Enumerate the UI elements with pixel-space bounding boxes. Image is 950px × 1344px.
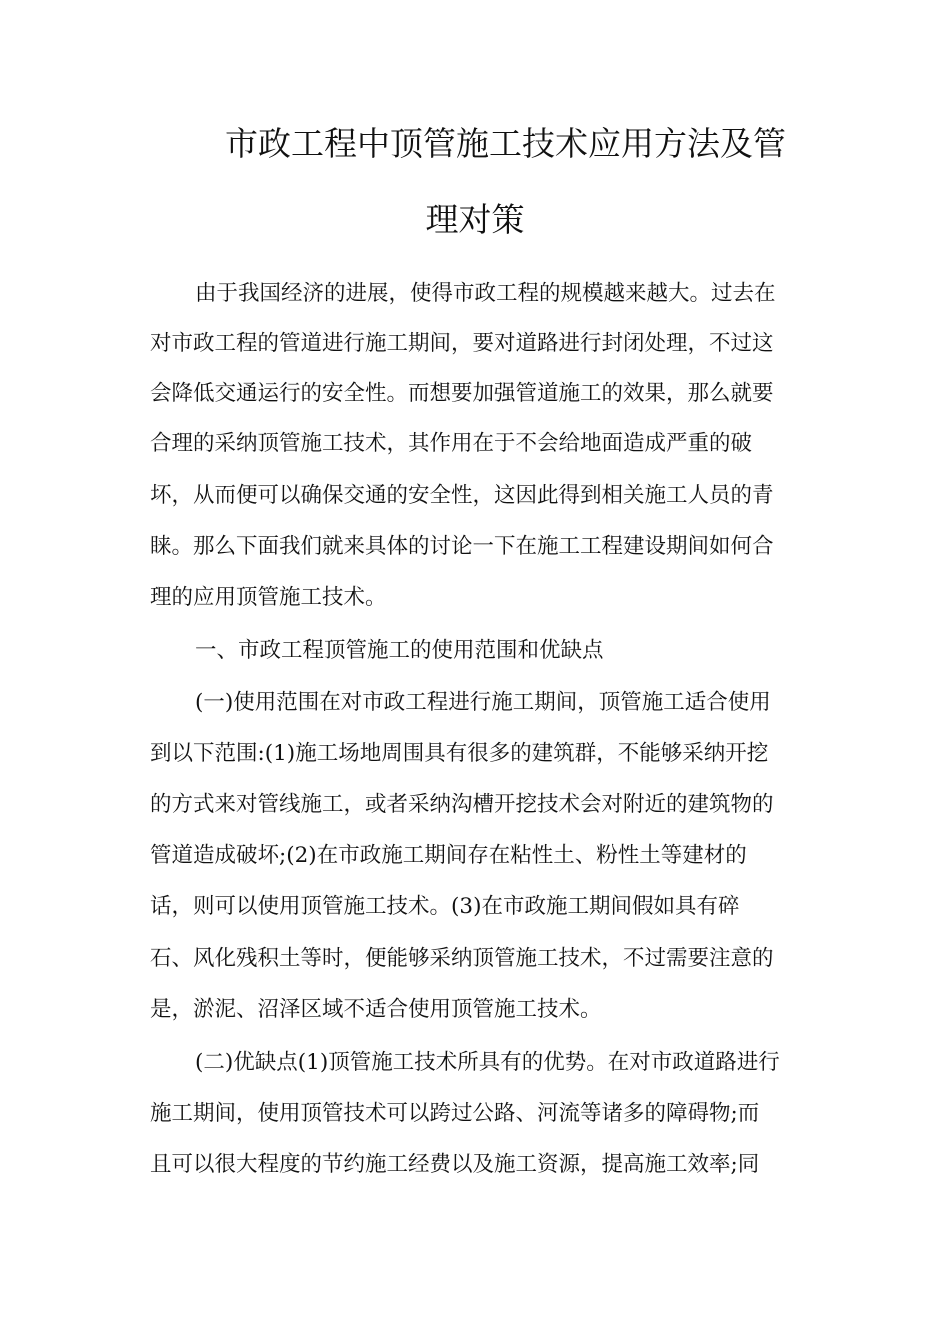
paragraph-line: 到以下范围:(1)施工场地周围具有很多的建筑群，不能够采纳开挖 <box>150 741 769 766</box>
paragraph-line: 的方式来对管线施工，或者采纳沟槽开挖技术会对附近的建筑物的 <box>150 792 774 817</box>
paragraph-line: 话，则可以使用顶管施工技术。(3)在市政施工期间假如具有碎 <box>150 894 740 919</box>
paragraph-line: (一)使用范围在对市政工程进行施工期间，顶管施工适合使用 <box>195 690 771 715</box>
paragraph-line: 是，淤泥、沼泽区域不适合使用顶管施工技术。 <box>150 997 602 1022</box>
paragraph-line: 理的应用顶管施工技术。 <box>150 585 387 610</box>
paragraph-line: 睐。那么下面我们就来具体的讨论一下在施工工程建设期间如何合 <box>150 534 774 559</box>
document-title-line-1: 市政工程中顶管施工技术应用方法及管 <box>225 124 786 163</box>
paragraph-line: 且可以很大程度的节约施工经费以及施工资源，提高施工效率;同 <box>150 1152 760 1177</box>
paragraph-line: 石、风化残积土等时，便能够采纳顶管施工技术，不过需要注意的 <box>150 946 774 971</box>
section-heading: 一、市政工程顶管施工的使用范围和优缺点 <box>195 638 604 663</box>
paragraph-line: 坏，从而便可以确保交通的安全性，这因此得到相关施工人员的青 <box>150 483 774 508</box>
paragraph-line: (二)优缺点(1)顶管施工技术所具有的优势。在对市政道路进行 <box>195 1050 780 1075</box>
paragraph-line: 管道造成破坏;(2)在市政施工期间存在粘性土、粉性土等建材的 <box>150 843 747 868</box>
paragraph-line: 会降低交通运行的安全性。而想要加强管道施工的效果，那么就要 <box>150 381 774 406</box>
paragraph-line: 施工期间，使用顶管技术可以跨过公路、河流等诸多的障碍物;而 <box>150 1101 760 1126</box>
paragraph-line: 由于我国经济的进展，使得市政工程的规模越来越大。过去在 <box>195 281 776 306</box>
paragraph-line: 对市政工程的管道进行施工期间，要对道路进行封闭处理，不过这 <box>150 331 774 356</box>
paragraph-line: 合理的采纳顶管施工技术，其作用在于不会给地面造成严重的破 <box>150 431 753 456</box>
document-title-line-2: 理对策 <box>425 200 525 239</box>
